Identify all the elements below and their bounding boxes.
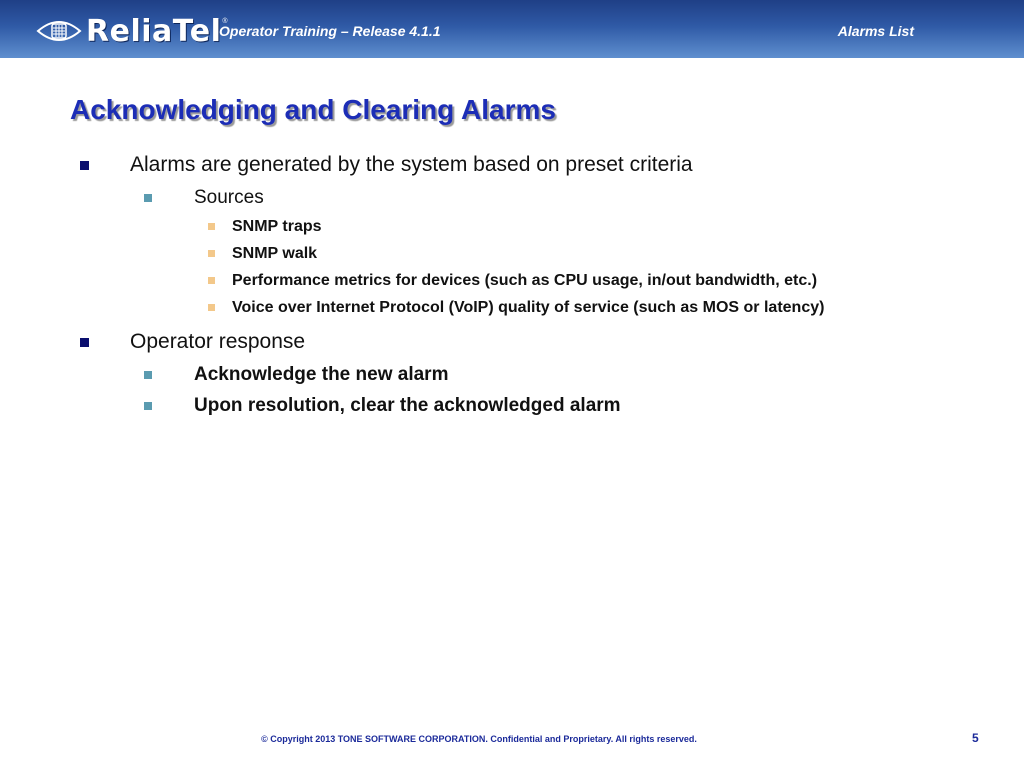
logo-trademark: ® (222, 18, 228, 25)
sub-sub-bullet-item (0, 213, 1024, 240)
sub-bullet-text: Sources (194, 187, 264, 208)
sub-bullet-item (0, 359, 1024, 390)
square-bullet-icon (208, 250, 215, 257)
reliatel-eye-logo-icon (36, 17, 82, 45)
square-bullet-icon (144, 371, 152, 379)
bullet-text: Operator response (130, 330, 306, 353)
sub-sub-bullet-text: Voice over Internet Protocol (VoIP) quality of service (such as MOS or latency) (232, 299, 825, 316)
header-subtitle: Operator Training – Release 4.1.1 (219, 23, 441, 39)
square-bullet-icon (80, 161, 89, 170)
sub-sub-bullet-text: Performance metrics for devices (such as CPU usage, in/out bandwidth, etc.) (232, 272, 818, 289)
sub-sub-bullet-item (0, 267, 1024, 294)
square-bullet-icon (144, 194, 152, 202)
page-number: 5 (972, 731, 979, 745)
sub-bullet-text: Upon resolution, clear the acknowledged alarm (194, 395, 621, 416)
square-bullet-icon (208, 277, 215, 284)
sub-sub-bullet-item (0, 240, 1024, 267)
square-bullet-icon (144, 402, 152, 410)
bullet-list (0, 148, 1024, 421)
reliatel-logo (36, 14, 228, 48)
sub-sub-bullet-text: SNMP traps (232, 218, 322, 235)
square-bullet-icon (80, 338, 89, 347)
sub-sub-bullet-text: SNMP walk (232, 245, 318, 262)
copyright-footer: © Copyright 2013 TONE SOFTWARE CORPORATION. Confidential and Proprietary. All rights reserved. (261, 734, 697, 744)
bullet-item (0, 148, 1024, 182)
sub-bullet-item (0, 390, 1024, 421)
sub-sub-bullet-item (0, 294, 1024, 321)
sub-bullet-text: Acknowledge the new alarm (194, 364, 449, 385)
header-section-title: Alarms List (837, 23, 914, 39)
slide-title: Acknowledging and Clearing Alarms (70, 94, 556, 125)
bullet-item (0, 325, 1024, 359)
square-bullet-icon (208, 223, 215, 230)
bullet-text: Alarms are generated by the system based on preset criteria (130, 153, 693, 176)
logo-wordmark: ReliaTel (86, 13, 222, 49)
square-bullet-icon (208, 304, 215, 311)
header-bar (0, 0, 1024, 58)
sub-bullet-item (0, 182, 1024, 213)
